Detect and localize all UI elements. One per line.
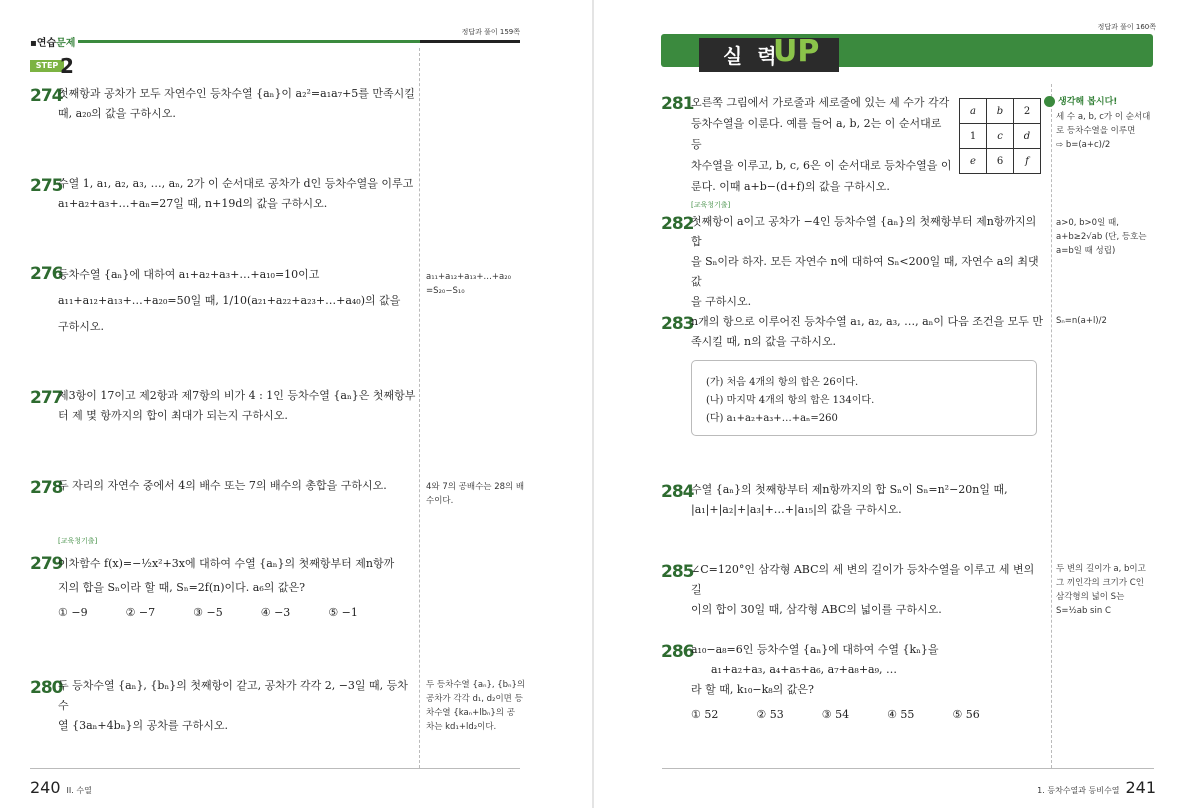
source-badge: [교육청기출] bbox=[691, 201, 731, 209]
problem-text bbox=[58, 386, 418, 426]
sidenote-line: 두 변의 길이가 a, b이고 bbox=[1056, 564, 1146, 574]
sidenote bbox=[426, 270, 526, 298]
section-bar bbox=[78, 40, 520, 43]
chapter-label: II. 수열 bbox=[66, 786, 92, 795]
answer-choices bbox=[691, 708, 980, 721]
footer-left bbox=[30, 778, 92, 797]
section-title: ▪연습문제 bbox=[30, 38, 76, 49]
problem-line: 첫째항이 a이고 공차가 −4인 등차수열 {aₙ}의 첫째항부터 제n항까지의 합 bbox=[691, 215, 1037, 248]
problem-text bbox=[691, 92, 953, 197]
sidenote-line: 공차가 각각 d₁, d₂이면 등 bbox=[426, 694, 523, 704]
grid-cell: 2 bbox=[1014, 99, 1041, 124]
problem-line: 두 자리의 자연수 중에서 4의 배수 또는 7의 배수의 총합을 구하시오. bbox=[58, 479, 387, 492]
sidenote-line: =S₂₀−S₁₀ bbox=[426, 286, 465, 296]
tip-title: 생각해 봅시다! bbox=[1058, 97, 1118, 107]
problem-line: 수열 1, a₁, a₂, a₃, …, aₙ, 2가 이 순서대로 공차가 d인 등차수열을 이루고 bbox=[58, 177, 414, 190]
margin-divider bbox=[419, 48, 420, 768]
sidenote-line: 세 수 a, b, c가 이 순서대 bbox=[1056, 112, 1151, 122]
choice[interactable]: ⑤ −1 bbox=[328, 606, 358, 619]
sidenote bbox=[426, 480, 526, 508]
step-number: 2 bbox=[60, 54, 74, 78]
choice[interactable]: ② 53 bbox=[756, 708, 784, 721]
problem-line: |a₁|+|a₂|+|a₃|+…+|a₁₅|의 값을 구하시오. bbox=[691, 503, 902, 516]
problem-text bbox=[691, 560, 1047, 620]
problem-line: 수열 {aₙ}의 첫째항부터 제n항까지의 합 Sₙ이 Sₙ=n²−20n일 때, bbox=[691, 483, 1008, 496]
problem-text bbox=[691, 312, 1047, 352]
problem-line: 이차함수 f(x)=−½x²+3x에 대하여 수열 {aₙ}의 첫째항부터 제n항까 bbox=[58, 557, 395, 570]
sidenote-line: 차수열 {kaₙ+lbₙ}의 공 bbox=[426, 708, 515, 718]
problem-number: 281 bbox=[661, 94, 694, 114]
choice[interactable]: ③ −5 bbox=[193, 606, 223, 619]
problem-line: n개의 항으로 이루어진 등차수열 a₁, a₂, a₃, …, aₙ이 다음 조건을 모두 만 bbox=[691, 315, 1044, 328]
choice[interactable]: ② −7 bbox=[125, 606, 156, 619]
section-header bbox=[30, 34, 520, 49]
problem-text bbox=[58, 262, 418, 340]
problem-line: 차수열을 이루고, b, c, 6은 이 순서대로 등차수열을 이 bbox=[691, 159, 952, 172]
grid-cell: a bbox=[960, 99, 987, 124]
choice[interactable]: ① −9 bbox=[58, 606, 88, 619]
problem-number: 276 bbox=[30, 264, 63, 284]
skill-up-banner bbox=[661, 34, 1153, 67]
sidenote-line: S=½ab sin C bbox=[1056, 606, 1111, 616]
grid-cell: c bbox=[987, 124, 1014, 149]
source-badge: [교육청기출] bbox=[58, 537, 98, 545]
banner-title: 실 력 bbox=[723, 44, 781, 68]
margin-divider bbox=[1051, 84, 1052, 768]
sidenote-line: a>0, b>0일 때, bbox=[1056, 218, 1119, 228]
problem-line: 족시킬 때, n의 값을 구하시오. bbox=[691, 335, 836, 348]
problem-line: 제3항이 17이고 제2항과 제7항의 비가 4 : 1인 등차수열 {aₙ}은 첫째항부 bbox=[58, 389, 416, 402]
chapter-label: 1. 등차수열과 등비수열 bbox=[1037, 786, 1120, 795]
footer-right bbox=[1037, 778, 1156, 797]
step-badge bbox=[30, 54, 78, 78]
condition: (다) a₁+a₂+a₃+…+aₙ=260 bbox=[706, 413, 838, 424]
footer-rule bbox=[662, 768, 1154, 769]
problem-number: 278 bbox=[30, 478, 63, 498]
sidenote-line: Sₙ=n(a+l)/2 bbox=[1056, 316, 1107, 326]
grid-cell: b bbox=[987, 99, 1014, 124]
right-page bbox=[594, 0, 1186, 808]
problem-number: 283 bbox=[661, 314, 694, 334]
problem-line: 오른쪽 그림에서 가로줄과 세로줄에 있는 세 수가 각각 bbox=[691, 96, 950, 109]
tip-icon bbox=[1044, 96, 1055, 107]
problem-number: 286 bbox=[661, 642, 694, 662]
grid-cell: f bbox=[1014, 149, 1041, 174]
problem-line: 구하시오. bbox=[58, 320, 105, 333]
step-label: STEP bbox=[30, 60, 64, 72]
conditions-box bbox=[691, 360, 1037, 436]
answer-reference-left: 정답과 풀이 159쪽 bbox=[461, 28, 520, 36]
number-grid bbox=[959, 98, 1041, 174]
choice[interactable]: ① 52 bbox=[691, 708, 719, 721]
problem-number: 275 bbox=[30, 176, 63, 196]
problem-line: ∠C=120°인 삼각형 ABC의 세 변의 길이가 등차수열을 이루고 세 변의 길 bbox=[691, 563, 1035, 596]
problem-line: a₁+a₂+a₃, a₄+a₅+a₆, a₇+a₈+a₉, … bbox=[711, 663, 897, 676]
problem-number: 285 bbox=[661, 562, 694, 582]
grid-cell: e bbox=[960, 149, 987, 174]
problem-number: 280 bbox=[30, 678, 63, 698]
grid-cell: 1 bbox=[960, 124, 987, 149]
problem-number: 277 bbox=[30, 388, 63, 408]
sidenote-line: 두 등차수열 {aₙ}, {bₙ}의 bbox=[426, 680, 526, 690]
sidenote bbox=[1056, 216, 1166, 258]
problem-text bbox=[58, 476, 418, 496]
sidenote-line: 삼각형의 넓이 S는 bbox=[1056, 592, 1125, 602]
sidenote-line: 수이다. bbox=[426, 496, 454, 506]
problem-line: 지의 합을 Sₙ이라 할 때, Sₙ=2f(n)이다. a₆의 값은? bbox=[58, 581, 306, 594]
problem-text bbox=[58, 552, 418, 600]
sidenote-line: 로 등차수열을 이루면 bbox=[1056, 126, 1136, 136]
problem-line: 터 제 몇 항까지의 합이 최대가 되는지 구하시오. bbox=[58, 409, 288, 422]
problem-line: a₁₀−a₈=6인 등차수열 {aₙ}에 대하여 수열 {kₙ}을 bbox=[691, 643, 939, 656]
sidenote-line: ⇨ b=(a+c)/2 bbox=[1056, 140, 1111, 150]
problem-line: 열 {3aₙ+4bₙ}의 공차를 구하시오. bbox=[58, 719, 228, 732]
problem-text bbox=[58, 676, 418, 736]
sidenote-line: 4와 7의 공배수는 28의 배 bbox=[426, 482, 525, 492]
left-page bbox=[0, 0, 592, 808]
grid-cell: 6 bbox=[987, 149, 1014, 174]
condition: (나) 마지막 4개의 항의 합은 134이다. bbox=[706, 395, 875, 406]
tip-header bbox=[1044, 94, 1117, 107]
problem-line: 을 구하시오. bbox=[691, 295, 752, 308]
problem-line: 등차수열 {aₙ}에 대하여 a₁+a₂+a₃+…+a₁₀=10이고 bbox=[58, 268, 320, 281]
problem-text bbox=[58, 84, 418, 124]
banner-up: UP bbox=[773, 34, 820, 69]
section-title-b: 문제 bbox=[56, 38, 76, 49]
sidenote-line: 그 끼인각의 크기가 C인 bbox=[1056, 578, 1144, 588]
sidenote-line: 차는 kd₁+ld₂이다. bbox=[426, 722, 497, 732]
problem-line: 라 할 때, k₁₀−k₈의 값은? bbox=[691, 683, 814, 696]
problem-number: 282 bbox=[661, 214, 694, 234]
answer-reference-right: 정답과 풀이 160쪽 bbox=[1097, 23, 1156, 31]
sidenote-line: a=b일 때 성립) bbox=[1056, 246, 1116, 256]
choice[interactable]: ④ −3 bbox=[260, 606, 291, 619]
problem-text bbox=[58, 174, 418, 214]
problem-line: 이의 합이 30일 때, 삼각형 ABC의 넓이를 구하시오. bbox=[691, 603, 942, 616]
choice[interactable]: ④ 55 bbox=[887, 708, 915, 721]
sidenote bbox=[426, 678, 526, 734]
problem-text bbox=[691, 640, 1047, 700]
condition: (가) 처음 4개의 항의 합은 26이다. bbox=[706, 377, 859, 388]
problem-text bbox=[691, 480, 1047, 520]
page-number: 240 bbox=[30, 778, 61, 797]
footer-rule bbox=[30, 768, 520, 769]
problem-line: 룬다. 이때 a+b−(d+f)의 값을 구하시오. bbox=[691, 180, 890, 193]
sidenote-line: a+b≥2√ab (단, 등호는 bbox=[1056, 232, 1147, 242]
problem-line: a₁+a₂+a₃+…+aₙ=27일 때, n+19d의 값을 구하시오. bbox=[58, 197, 328, 210]
problem-line: 등차수열을 이룬다. 예를 들어 a, b, 2는 이 순서대로 등 bbox=[691, 117, 942, 151]
problem-number: 274 bbox=[30, 86, 63, 106]
problem-number: 279 bbox=[30, 554, 63, 574]
section-title-a: 연습 bbox=[36, 38, 57, 49]
sidenote bbox=[1056, 110, 1166, 152]
problem-line: 때, a₂₀의 값을 구하시오. bbox=[58, 107, 176, 120]
problem-line: a₁₁+a₁₂+a₁₃+…+a₂₀=50일 때, 1/10(a₂₁+a₂₂+a₂₃+…+a₄₀)의 값을 bbox=[58, 294, 401, 307]
sidenote bbox=[1056, 314, 1166, 328]
problem-line: 첫째항과 공차가 모두 자연수인 등차수열 {aₙ}이 a₂²=a₁a₇+5를 만족시킬 bbox=[58, 87, 415, 100]
choice[interactable]: ③ 54 bbox=[821, 708, 850, 721]
sidenote bbox=[1056, 562, 1166, 618]
problem-line: 을 Sₙ이라 하자. 모든 자연수 n에 대하여 Sₙ<200일 때, 자연수 a의 최댓값 bbox=[691, 255, 1039, 288]
problem-line: 두 등차수열 {aₙ}, {bₙ}의 첫째항이 같고, 공차가 각각 2, −3일 때, 등차수 bbox=[58, 679, 408, 712]
answer-choices bbox=[58, 606, 358, 619]
choice[interactable]: ⑤ 56 bbox=[952, 708, 980, 721]
problem-number: 284 bbox=[661, 482, 694, 502]
problem-text bbox=[691, 212, 1047, 312]
page-number: 241 bbox=[1125, 778, 1156, 797]
sidenote-line: a₁₁+a₁₂+a₁₃+…+a₂₀ bbox=[426, 272, 512, 282]
grid-cell: d bbox=[1014, 124, 1041, 149]
